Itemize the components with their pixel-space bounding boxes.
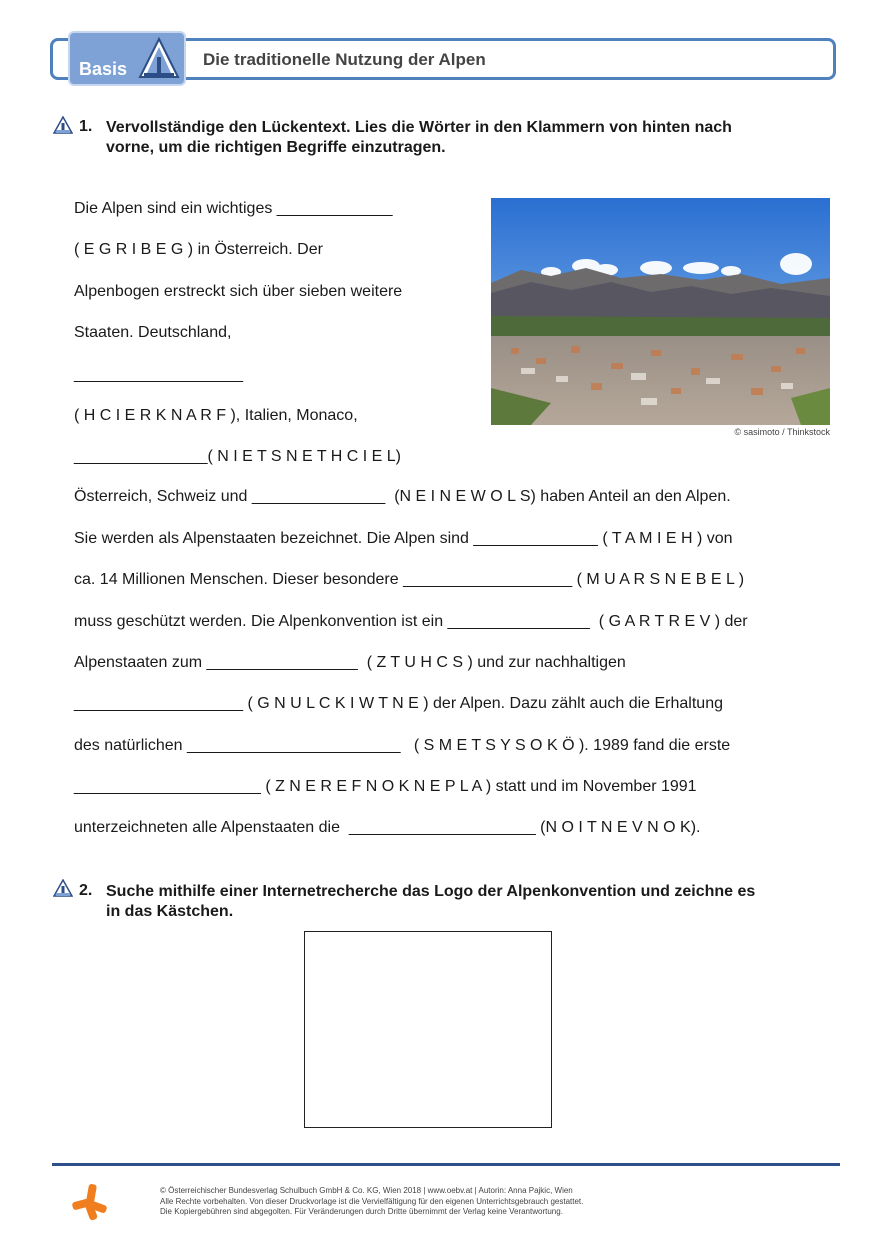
cloze-line: Österreich, Schweiz und _______________ (N E I N E W O L S) haben Anteil an den Alpen. xyxy=(74,488,731,505)
footer-line: Die Kopiergebühren sind abgegolten. Für Veränderungen durch Dritte übernimmt der Verlag keine Verantwortung. xyxy=(160,1207,563,1216)
cloze-line: muss geschützt werden. Die Alpenkonvention ist ein ________________ ( G A R T R E V ) der xyxy=(74,613,748,630)
task-instruction: in das Kästchen. xyxy=(106,903,234,920)
cloze-line: Alpenstaaten zum _________________ ( Z T U H C S ) und zur nachhaltigen xyxy=(74,654,626,671)
cloze-line: unterzeichneten alle Alpenstaaten die _____________________ (N O I T N E V N O K). xyxy=(74,819,701,836)
cloze-line: Sie werden als Alpenstaaten bezeichnet. Die Alpen sind ______________ ( T A M I E H ) von xyxy=(74,530,733,547)
task-instruction: Vervollständige den Lückentext. Lies die Wörter in den Klammern von hinten nach xyxy=(106,119,732,136)
cloze-line: ___________________ xyxy=(74,366,244,383)
cloze-line: _____________________ ( Z N E R E F N O K N E P L A ) statt und im November 1991 xyxy=(74,778,697,795)
alps-city-photo xyxy=(491,198,830,425)
cloze-line: des natürlichen ________________________ ( S M E T S Y S O K Ö ). 1989 fand die erste xyxy=(74,737,731,754)
footer-copyright xyxy=(160,1186,583,1218)
task-number: 1. xyxy=(79,118,93,135)
task-number: 2. xyxy=(79,882,93,899)
task-instruction: Suche mithilfe einer Internetrecherche das Logo der Alpenkonvention und zeichne es xyxy=(106,883,756,900)
cloze-line: ca. 14 Millionen Menschen. Dieser besondere ___________________ ( M U A R S N E B E L ) xyxy=(74,571,745,588)
basis-label: Basis xyxy=(79,59,128,79)
drawing-box[interactable] xyxy=(304,931,552,1128)
cloze-line: ( E G R I B E G ) in Österreich. Der xyxy=(74,241,323,258)
cloze-line: Die Alpen sind ein wichtiges _____________ xyxy=(74,200,393,217)
cloze-line: _______________( N I E T S N E T H C I E L) xyxy=(74,448,402,465)
photo-credit: © sasimoto / Thinkstock xyxy=(734,427,830,437)
cloze-line: ___________________ ( G N U L C K I W T N E ) der Alpen. Dazu zählt auch die Erhaltung xyxy=(74,695,723,712)
footer-divider xyxy=(52,1163,840,1166)
cloze-line: Staaten. Deutschland, xyxy=(74,324,232,341)
task-instruction: vorne, um die richtigen Begriffe einzutragen. xyxy=(106,139,446,156)
task-level-icon xyxy=(53,116,73,134)
footer-line: Alle Rechte vorbehalten. Von dieser Druckvorlage ist die Vervielfältigung für den eigenen Unterrichtsgebrauch gestattet. xyxy=(160,1196,584,1206)
cloze-line: Alpenbogen erstreckt sich über sieben weitere xyxy=(74,283,403,300)
publisher-logo-icon xyxy=(70,1182,110,1222)
page-title: Die traditionelle Nutzung der Alpen xyxy=(203,50,486,69)
footer-line: © Österreichischer Bundesverlag Schulbuch GmbH & Co. KG, Wien 2018 | www.oebv.at | Autorin: Anna Pajkic, Wien xyxy=(160,1186,573,1195)
cloze-line: ( H C I E R K N A R F ), Italien, Monaco, xyxy=(74,407,358,424)
basis-badge xyxy=(68,31,186,86)
task-level-icon xyxy=(53,879,73,897)
triangle-logo-icon xyxy=(138,37,180,81)
